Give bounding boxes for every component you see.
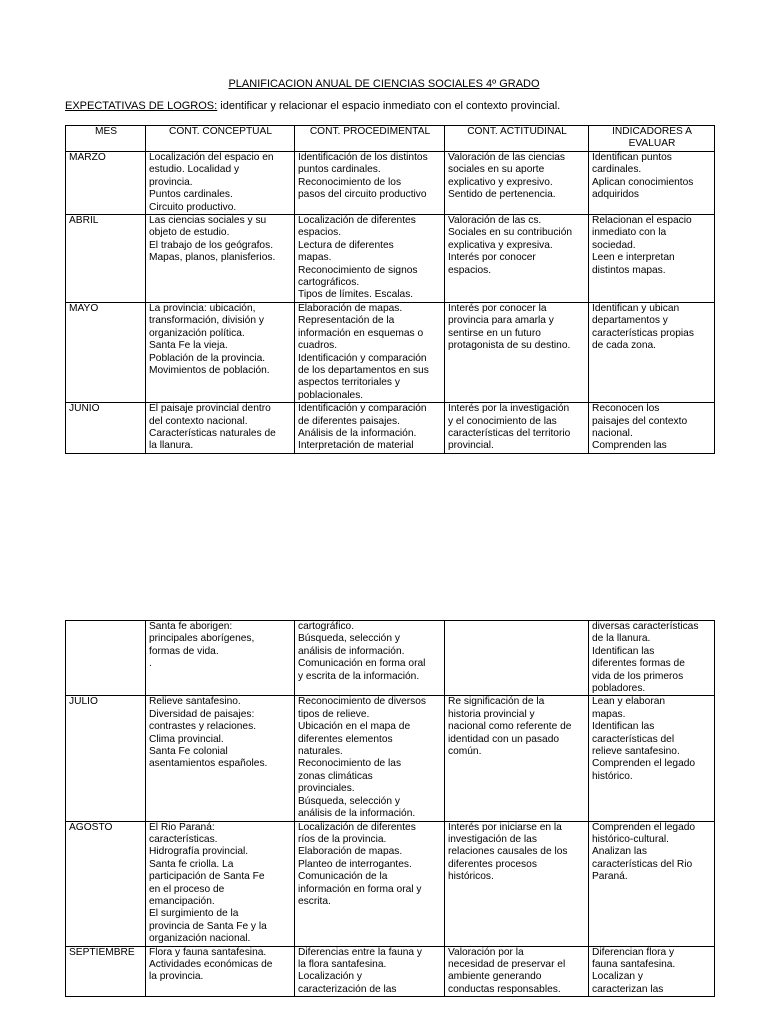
cell-indicadores [589, 152, 715, 215]
cell-line: características del territorio [448, 427, 571, 439]
cell-line: Elaboración de mapas. [298, 302, 403, 314]
cell-line: Comunicación en forma oral [298, 658, 426, 670]
header-conceptual: CONT. CONCEPTUAL [146, 126, 295, 152]
cell-line: históricos. [448, 871, 494, 883]
cell-line: Sociales en su contribución [448, 227, 573, 239]
cell-line: paisajes del contexto [592, 415, 688, 427]
planning-table-top [65, 125, 715, 454]
cell-line: Santa Fe colonial [149, 746, 228, 758]
cell-line: adquiridos [592, 189, 640, 201]
cell-line: Localización de diferentes [298, 821, 416, 833]
cell-mes: MARZO [66, 152, 146, 215]
cell-mes: MAYO [66, 302, 146, 402]
cell-line: . [149, 658, 152, 670]
cell-conceptual [146, 696, 295, 821]
cell-actitudinal [445, 152, 589, 215]
cell-line: cuadros. [298, 340, 338, 352]
cell-line: caracterización de las [298, 983, 397, 995]
cell-line: Relieve santafesino. [149, 696, 241, 708]
cell-procedimental [295, 215, 445, 303]
cell-line: El surgimiento de la [149, 908, 239, 920]
cell-line: diversas características [592, 621, 699, 632]
cell-line: Aplican conocimientos [592, 176, 694, 188]
cell-actitudinal [445, 215, 589, 303]
cell-line: provincia. [149, 176, 193, 188]
cell-line: Identifican puntos [592, 152, 672, 163]
cell-line: características del [592, 733, 675, 745]
cell-procedimental [295, 696, 445, 821]
cell-line: Búsqueda, selección y [298, 795, 400, 807]
cell-line: Circuito productivo. [149, 201, 237, 213]
cell-line: espacios. [448, 264, 492, 276]
cell-indicadores [589, 403, 715, 454]
cell-line: explicativo y expresivo. [448, 176, 553, 188]
header-indicadores: INDICADORES A EVALUAR [589, 126, 715, 152]
expectativas-label: EXPECTATIVAS DE LOGROS: [65, 100, 218, 112]
cell-line: Comprenden el legado [592, 758, 696, 770]
cell-line: Diferencian flora y [592, 946, 675, 958]
cell-line: Localización de diferentes [298, 215, 416, 227]
cell-line: fauna santafesina. [592, 958, 676, 970]
cell-conceptual [146, 152, 295, 215]
table-row [66, 821, 715, 946]
cell-indicadores [589, 215, 715, 303]
cell-line: inmediato con la [592, 227, 667, 239]
cell-mes: AGOSTO [66, 821, 146, 946]
cell-line: Identificación y comparación [298, 352, 427, 364]
cell-line: información en forma oral y [298, 883, 422, 895]
planning-table-bottom [65, 620, 715, 997]
cell-line: organización política. [149, 327, 245, 339]
cell-line: provincial. [448, 440, 494, 452]
cell-actitudinal [445, 946, 589, 997]
cell-line: histórico. [592, 770, 633, 782]
cell-actitudinal [445, 302, 589, 402]
cell-line: y el conocimiento de las [448, 415, 557, 427]
cell-line: Interés por conocer la [448, 302, 547, 314]
table-row [66, 946, 715, 997]
cell-line: Comprenden las [592, 440, 667, 452]
cell-line: Comunicación de la [298, 871, 388, 883]
cell-line: Reconocimiento de los [298, 176, 402, 188]
cell-line: participación de Santa Fe [149, 871, 265, 883]
cell-line: vida de los primeros [592, 670, 684, 682]
cell-line: Paraná. [592, 871, 628, 883]
cell-line: caracterizan las [592, 983, 664, 995]
cell-line: Santa fe criolla. La [149, 858, 234, 870]
table-row [66, 302, 715, 402]
cell-line: Puntos cardinales. [149, 189, 233, 201]
table-row [66, 403, 715, 454]
cell-line: diferentes formas de [592, 658, 685, 670]
table-row [66, 621, 715, 696]
cell-line: común. [448, 746, 482, 758]
cell-line: Las ciencias sociales y su [149, 215, 267, 227]
cell-line: poblacionales. [298, 389, 364, 401]
cell-line: análisis de la información. [298, 808, 416, 820]
expectativas-de-logros [65, 100, 755, 112]
cell-procedimental [295, 821, 445, 946]
cell-line: provinciales. [298, 783, 355, 795]
cell-line: Sentido de pertenencia. [448, 189, 556, 201]
cell-line: Características naturales de [149, 427, 276, 439]
cell-line: cartográfico. [298, 621, 355, 632]
cell-line: necesidad de preservar el [448, 958, 566, 970]
cell-line: Lectura de diferentes [298, 239, 394, 251]
cell-line: ríos de la provincia. [298, 833, 387, 845]
cell-procedimental [295, 946, 445, 997]
cell-line: provincia para amarla y [448, 315, 554, 327]
cell-line: Santa fe aborigen: [149, 621, 233, 632]
document-title: PLANIFICACION ANUAL DE CIENCIAS SOCIALES 4º GRADO [228, 78, 540, 90]
cell-mes: JULIO [66, 696, 146, 821]
cell-line: sentirse en un futuro [448, 327, 541, 339]
table-header-row [66, 126, 715, 152]
cell-line: identidad con un pasado [448, 733, 560, 745]
cell-indicadores [589, 821, 715, 946]
cell-line: Representación de la [298, 315, 395, 327]
cell-actitudinal [445, 621, 589, 696]
cell-line: la flora santafesina. [298, 958, 387, 970]
cell-line: Movimientos de población. [149, 364, 270, 376]
cell-line: Analizan las [592, 846, 647, 858]
cell-line: Población de la provincia. [149, 352, 266, 364]
cell-mes: JUNIO [66, 403, 146, 454]
cell-line: Reconocimiento de diversos [298, 696, 426, 708]
cell-line: Valoración de las ciencias [448, 152, 566, 163]
cell-procedimental [295, 621, 445, 696]
cell-mes: ABRIL [66, 215, 146, 303]
cell-conceptual [146, 215, 295, 303]
cell-line: características propias [592, 327, 694, 339]
cell-line: diferentes elementos [298, 733, 393, 745]
cell-line: historia provincial y [448, 708, 535, 720]
cell-line: cartográficos. [298, 277, 360, 289]
cell-line: sociales en su aporte [448, 164, 545, 176]
cell-line: Análisis de la información. [298, 427, 417, 439]
cell-procedimental [295, 152, 445, 215]
cell-line: de la llanura. [592, 633, 651, 645]
cell-mes: SEPTIEMBRE [66, 946, 146, 997]
table-row [66, 696, 715, 821]
cell-line: Búsqueda, selección y [298, 633, 400, 645]
cell-line: Diversidad de paisajes: [149, 708, 255, 720]
cell-line: del contexto nacional. [149, 415, 248, 427]
cell-line: Mapas, planos, planisferios. [149, 252, 276, 264]
cell-line: organización nacional. [149, 933, 251, 945]
cell-line: formas de vida. [149, 645, 219, 657]
cell-line: mapas. [592, 708, 626, 720]
cell-line: espacios. [298, 227, 342, 239]
cell-line: Hidrografía provincial. [149, 846, 249, 858]
table-row [66, 215, 715, 303]
cell-line: Interpretación de material [298, 440, 414, 452]
cell-line: La provincia: ubicación, [149, 302, 256, 314]
cell-line: Leen e interpretan [592, 252, 675, 264]
cell-line: transformación, división y [149, 315, 264, 327]
cell-line: aspectos territoriales y [298, 377, 400, 389]
cell-line: conductas responsables. [448, 983, 561, 995]
cell-line: Valoración de las cs. [448, 215, 542, 227]
cell-line: diferentes procesos [448, 858, 537, 870]
cell-line: mapas. [298, 252, 332, 264]
cell-line: pasos del circuito productivo [298, 189, 427, 201]
cell-line: El Rio Paraná: [149, 821, 215, 833]
cell-line: Lean y elaboran [592, 696, 666, 708]
cell-line: Localización y [298, 971, 362, 983]
cell-line: Localizan y [592, 971, 643, 983]
cell-line: relaciones causales de los [448, 846, 568, 858]
cell-line: Reconocimiento de las [298, 758, 402, 770]
cell-line: Tipos de límites. Escalas. [298, 289, 414, 301]
cell-line: investigación de las [448, 833, 537, 845]
cell-line: información en esquemas o [298, 327, 424, 339]
cell-conceptual [146, 403, 295, 454]
cell-line: tipos de relieve. [298, 708, 370, 720]
cell-line: nacional. [592, 427, 633, 439]
cell-conceptual [146, 946, 295, 997]
cell-line: la provincia. [149, 971, 204, 983]
cell-line: análisis de información. [298, 645, 405, 657]
cell-line: y escrita de la información. [298, 670, 420, 682]
cell-mes [66, 621, 146, 696]
cell-line: departamentos y [592, 315, 668, 327]
cell-line: Identificación y comparación [298, 403, 427, 415]
table-row [66, 152, 715, 215]
cell-line: sociedad. [592, 239, 636, 251]
cell-line: zonas climáticas [298, 770, 373, 782]
cell-line: escrita. [298, 895, 331, 907]
cell-line: Reconocimiento de signos [298, 264, 418, 276]
cell-conceptual [146, 302, 295, 402]
cell-line: asentamientos españoles. [149, 758, 268, 770]
cell-line: contrastes y relaciones. [149, 721, 257, 733]
cell-line: la llanura. [149, 440, 194, 452]
cell-line: de diferentes paisajes. [298, 415, 400, 427]
cell-indicadores [589, 302, 715, 402]
cell-line: Identifican las [592, 645, 655, 657]
cell-line: cardinales. [592, 164, 642, 176]
cell-line: Flora y fauna santafesina. [149, 946, 267, 958]
cell-line: características. [149, 833, 218, 845]
cell-line: Elaboración de mapas. [298, 846, 403, 858]
cell-line: Interés por iniciarse en la [448, 821, 562, 833]
cell-conceptual [146, 821, 295, 946]
cell-line: Re significación de la [448, 696, 545, 708]
cell-line: Interés por la investigación [448, 403, 570, 415]
cell-line: Santa Fe la vieja. [149, 340, 228, 352]
cell-line: de los departamentos en sus [298, 364, 429, 376]
cell-line: distintos mapas. [592, 264, 666, 276]
cell-line: en el proceso de [149, 883, 225, 895]
cell-line: Planteo de interrogantes. [298, 858, 412, 870]
cell-line: puntos cardinales. [298, 164, 381, 176]
cell-line: Identifican y ubican [592, 302, 680, 314]
cell-actitudinal [445, 403, 589, 454]
header-actitudinal: CONT. ACTITUDINAL [445, 126, 589, 152]
cell-line: características del Rio [592, 858, 693, 870]
cell-actitudinal [445, 696, 589, 821]
cell-line: relieve santafesino. [592, 746, 680, 758]
header-mes: MES [66, 126, 146, 152]
cell-conceptual [146, 621, 295, 696]
cell-procedimental [295, 403, 445, 454]
cell-line: Reconocen los [592, 403, 660, 415]
cell-line: naturales. [298, 746, 343, 758]
cell-line: Relacionan el espacio [592, 215, 692, 227]
cell-actitudinal [445, 821, 589, 946]
cell-line: Clima provincial. [149, 733, 224, 745]
cell-line: estudio. Localidad y [149, 164, 240, 176]
cell-line: objeto de estudio. [149, 227, 230, 239]
cell-indicadores [589, 621, 715, 696]
cell-line: principales aborígenes, [149, 633, 255, 645]
cell-line: nacional como referente de [448, 721, 572, 733]
cell-indicadores [589, 696, 715, 821]
cell-line: protagonista de su destino. [448, 340, 571, 352]
cell-line: Identificación de los distintos [298, 152, 428, 163]
cell-procedimental [295, 302, 445, 402]
cell-indicadores [589, 946, 715, 997]
cell-line: El trabajo de los geógrafos. [149, 239, 274, 251]
cell-line: Identifican las [592, 721, 655, 733]
cell-line: ambiente generando [448, 971, 542, 983]
cell-line: pobladores. [592, 683, 646, 695]
cell-line: provincia de Santa Fe y la [149, 920, 267, 932]
cell-line: explicativa y expresiva. [448, 239, 553, 251]
header-procedimental: CONT. PROCEDIMENTAL [295, 126, 445, 152]
cell-line: Ubicación en el mapa de [298, 721, 411, 733]
expectativas-text: identificar y relacionar el espacio inmediato con el contexto provincial. [217, 100, 561, 112]
cell-line: El paisaje provincial dentro [149, 403, 271, 415]
cell-line: de cada zona. [592, 340, 657, 352]
cell-line: histórico-cultural. [592, 833, 669, 845]
cell-line: Valoración por la [448, 946, 524, 958]
cell-line: Comprenden el legado [592, 821, 696, 833]
cell-line: emancipación. [149, 895, 215, 907]
cell-line: Diferencias entre la fauna y [298, 946, 423, 958]
cell-line: Interés por conocer [448, 252, 536, 264]
cell-line: Actividades económicas de [149, 958, 273, 970]
cell-line: Localización del espacio en [149, 152, 274, 163]
